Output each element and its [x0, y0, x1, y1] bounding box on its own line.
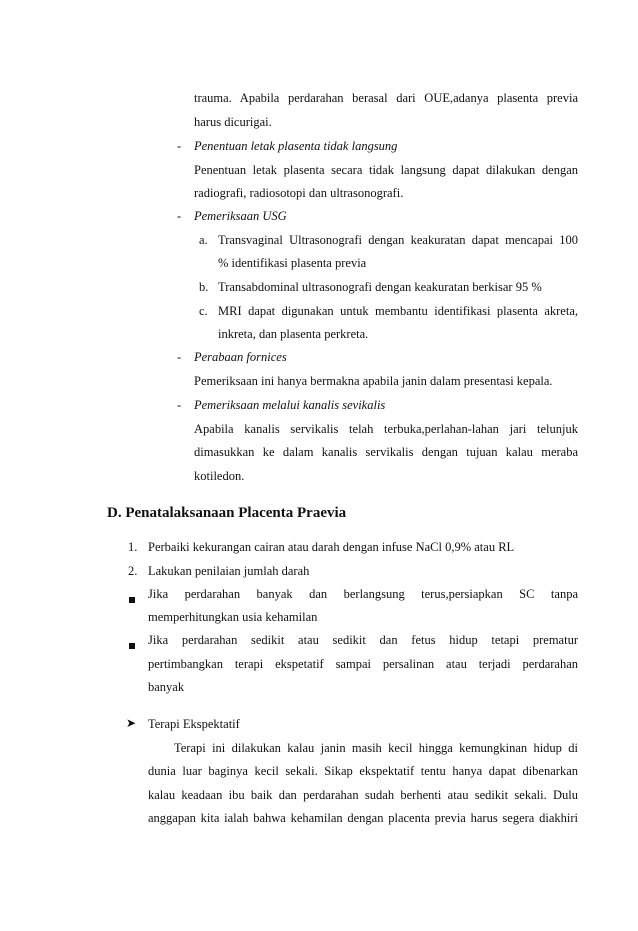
text-line: Terapi ini dilakukan kalau janin masih kecil hingga kemungkinan hidup di: [174, 741, 578, 755]
dash-marker: -: [177, 209, 182, 223]
sub-marker: c.: [199, 304, 208, 318]
item-title: Penentuan letak plasenta tidak langsung: [194, 139, 398, 153]
text-line: kalau keadaan ibu baik dan perdarahan sudah berhenti atau sedikit sekali. Dulu: [148, 788, 578, 802]
text-line: MRI dapat digunakan untuk membantu identifikasi plasenta akreta,: [218, 304, 578, 318]
section-heading: D. Penatalaksanaan Placenta Praevia: [107, 505, 347, 521]
text-line: dunia luar baginya kecil sekali. Sikap ekspektatif tentu hanya dapat dibenarkan: [148, 764, 578, 778]
text-line: Penentuan letak plasenta secara tidak langsung dapat dilakukan dengan: [194, 163, 578, 177]
text-line: anggapan kita ialah bahwa kehamilan dengan placenta previa harus segera diakhiri: [148, 811, 578, 825]
text-line: Transvaginal Ultrasonografi dengan keakuratan dapat mencapai 100: [218, 233, 578, 247]
subsection-title: Terapi Ekspektatif: [148, 717, 240, 731]
item-title: Perabaan fornices: [194, 350, 287, 364]
text-line: pertimbangkan terapi ekspetatif sampai persalinan atau terjadi perdarahan: [148, 657, 578, 671]
dash-marker: -: [177, 350, 182, 364]
text-line: radiografi, radiosotopi dan ultrasonografi.: [194, 186, 404, 200]
text-line: % identifikasi plasenta previa: [218, 256, 367, 270]
arrow-bullet-icon: ➤: [126, 716, 137, 730]
text-line: Pemeriksaan ini hanya bermakna apabila janin dalam presentasi kepala.: [194, 374, 553, 388]
square-bullet-icon: [129, 592, 135, 607]
dash-marker: -: [177, 139, 182, 153]
item-title: Pemeriksaan USG: [194, 209, 287, 223]
square-bullet-icon: [129, 638, 135, 653]
text-line: Perbaiki kekurangan cairan atau darah dengan infuse NaCl 0,9% atau RL: [148, 540, 515, 554]
item-title: Pemeriksaan melalui kanalis sevikalis: [194, 398, 386, 412]
text-line: Apabila kanalis servikalis telah terbuka,perlahan-lahan jari telunjuk: [194, 422, 578, 436]
text-line: Transabdominal ultrasonografi dengan keakuratan berkisar 95 %: [218, 280, 542, 294]
text-line: harus dicurigai.: [194, 115, 272, 129]
text-line: Lakukan penilaian jumlah darah: [148, 564, 310, 578]
text-line: trauma. Apabila perdarahan berasal dari OUE,adanya plasenta previa: [194, 91, 578, 105]
sub-marker: a.: [199, 233, 208, 247]
dash-marker: -: [177, 398, 182, 412]
number-marker: 2.: [128, 564, 138, 578]
text-line: inkreta, dan plasenta perkreta.: [218, 327, 369, 341]
sub-marker: b.: [199, 280, 209, 294]
text-line: kotiledon.: [194, 469, 245, 483]
text-line: dimasukkan ke dalam kanalis servikalis dengan tujuan kalau meraba: [194, 445, 578, 459]
text-line: Jika perdarahan sedikit atau sedikit dan fetus hidup tetapi prematur: [148, 633, 578, 647]
text-line: memperhitungkan usia kehamilan: [148, 610, 318, 624]
text-line: Jika perdarahan banyak dan berlangsung terus,persiapkan SC tanpa: [148, 587, 578, 601]
number-marker: 1.: [128, 540, 138, 554]
text-line: banyak: [148, 680, 185, 694]
